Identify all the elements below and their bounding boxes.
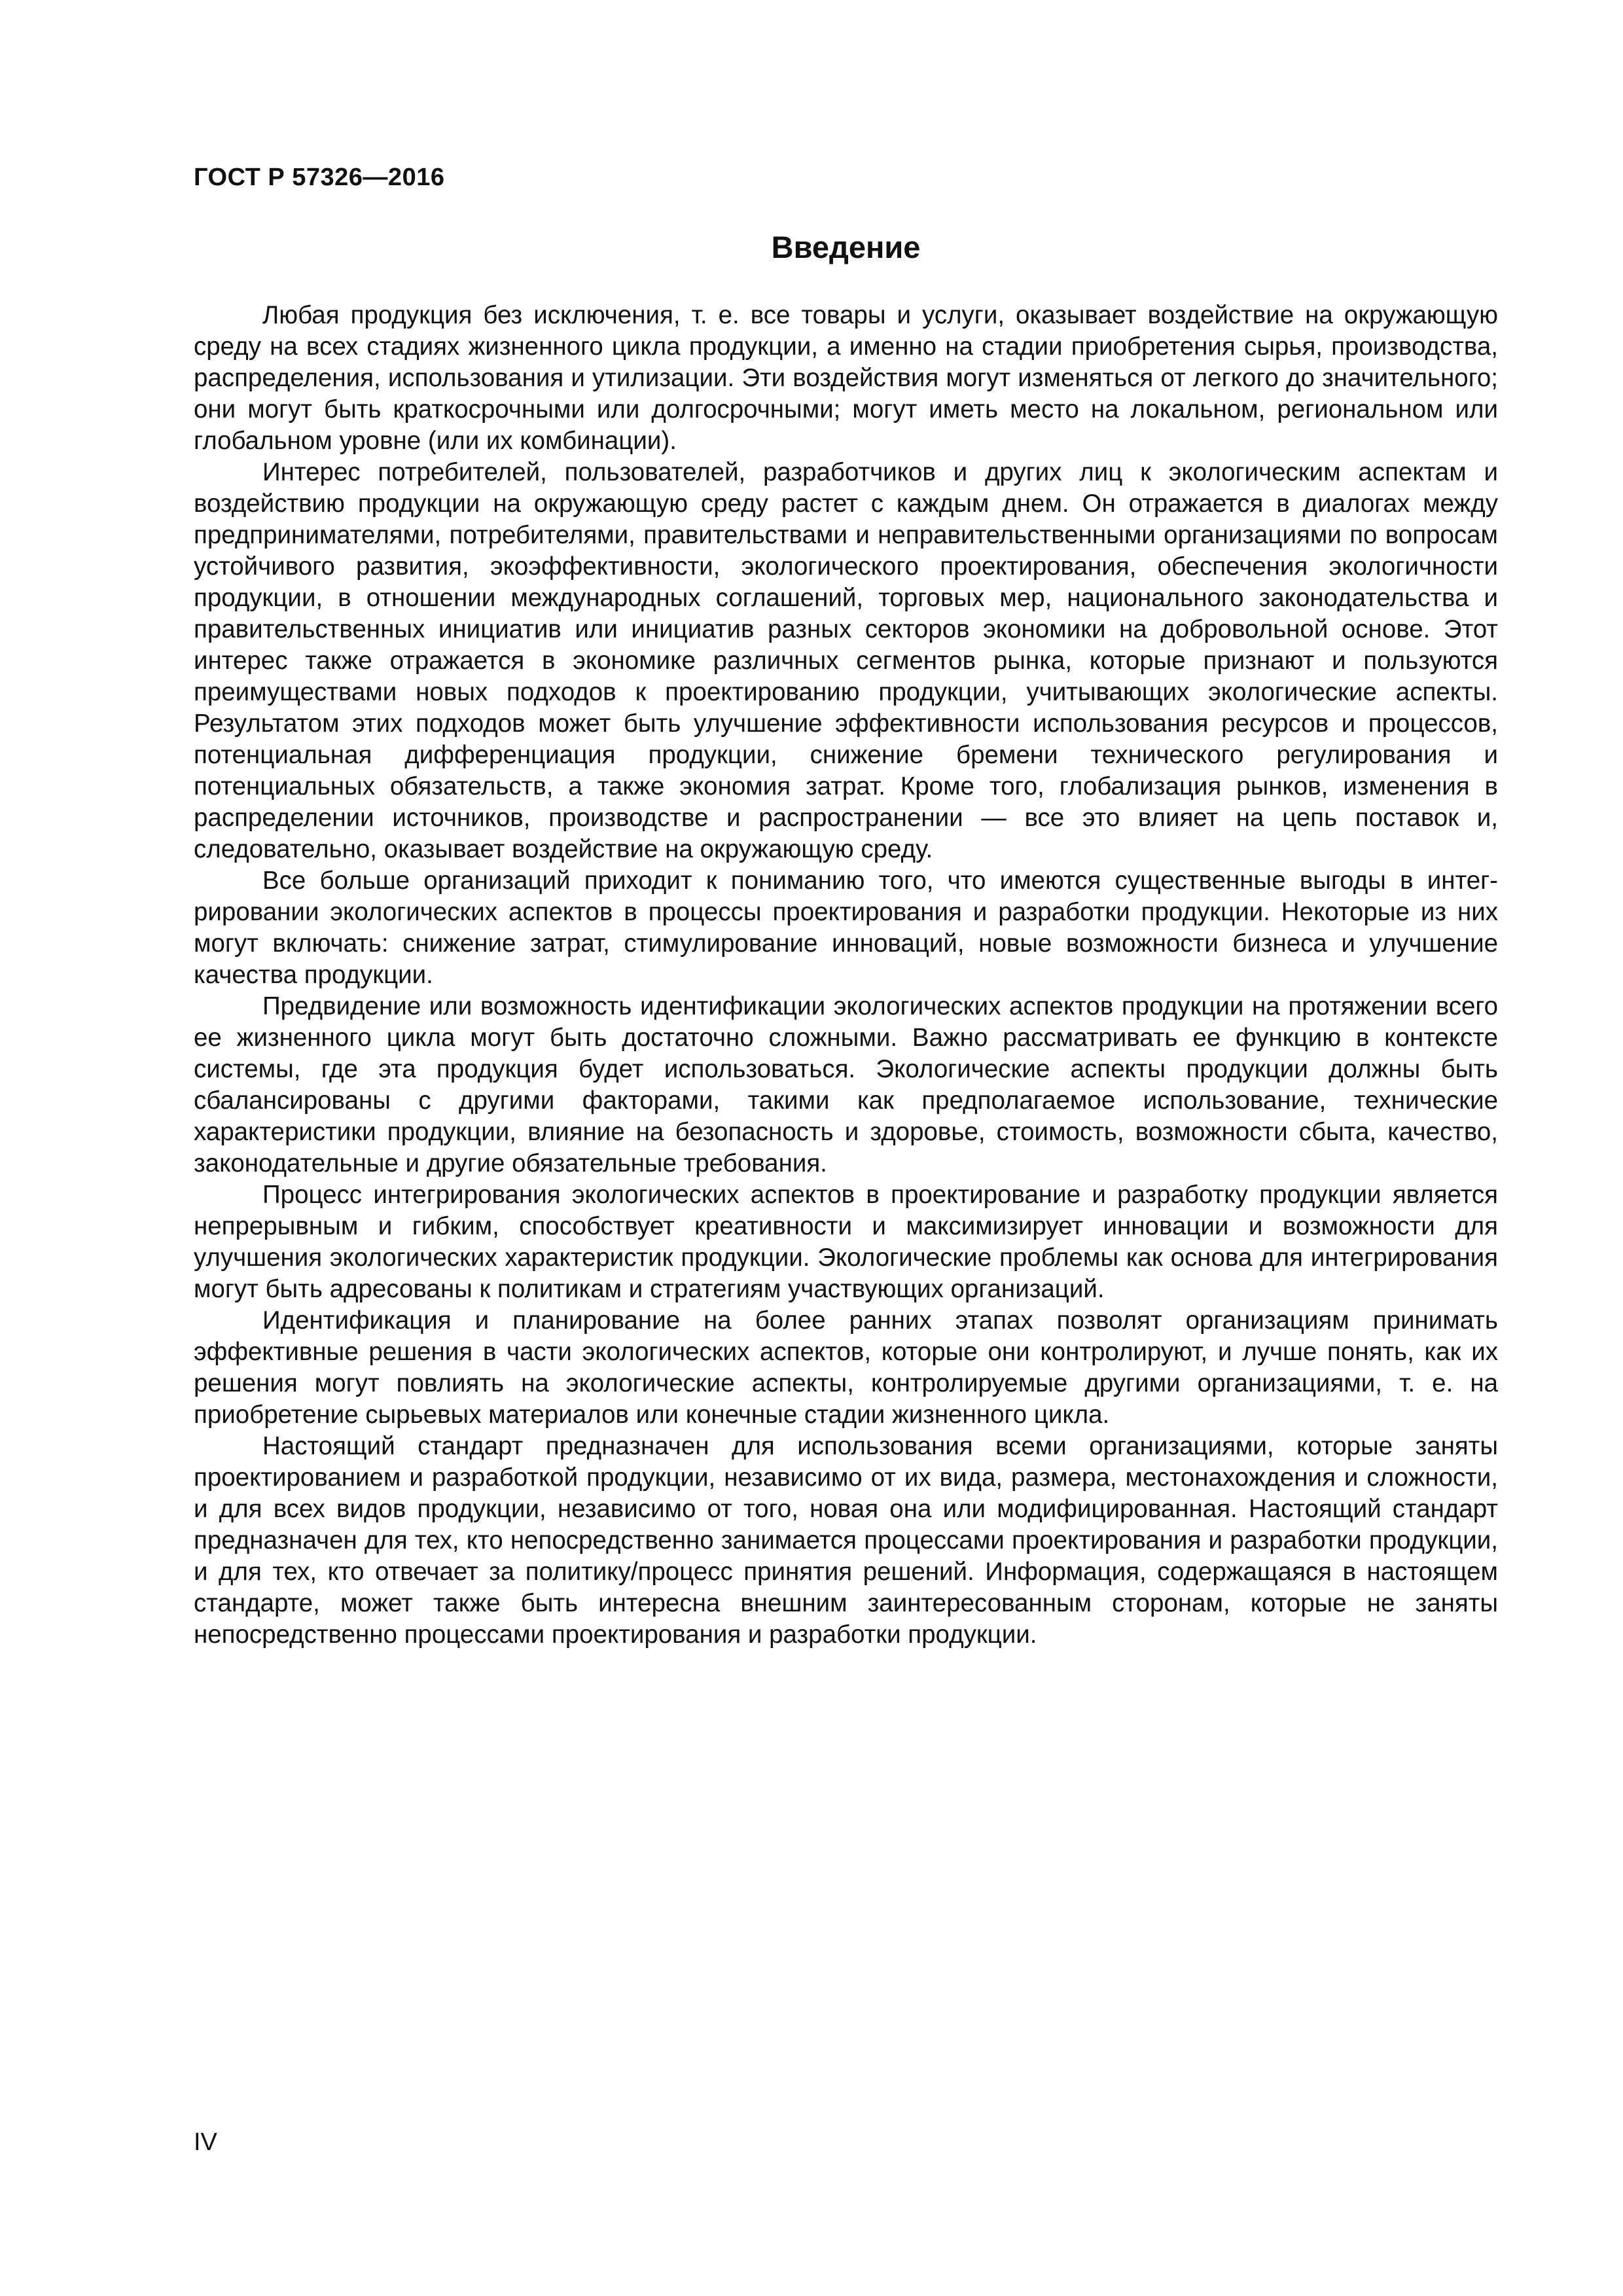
paragraph-5: Процесс интегрирования экологических аспектов в проектирование и разработку продукции является непрерывным и гибким, способствует креативности и максимизирует инновации и возможности для улучшения экологических характеристик продукции. Экологические проблемы как основа для интегрирования могут быть адресованы к политикам и стратегиям участвующих организаций. [194,1181,1498,1303]
paragraph-1: Любая продукция без исключения, т. е. все товары и услуги, оказывает воздействие на окружающую среду на всех стадиях жизненного цикла продукции, а именно на стадии приобретения сырья, производства, распределения, использования и утилизации. Эти воздействия могут изменяться от легкого до значительного; они могут быть краткосрочными или долгосрочными; могут иметь место на локальном, региональном или глобальном уровне (или их комбинации). [194,301,1498,455]
page-number: IV [194,2128,217,2156]
section-title: Введение [771,230,921,264]
paragraph-7: Настоящий стандарт предназначен для использования всеми организациями, которые заняты проектированием и разработкой продукции, независимо от их вида, размера, местонахождения и сложности, и для всех видов продукции, независимо от того, новая она или модифицированная. Настоящий стандарт предназначен для тех, кто непосредственно занимается процессами проектирования и разработки продукции, и для тех, кто отвечает за политику/процесс принятия решений. Информация, содержащаяся в настоящем стандарте, может также быть интересна внешним заинтересованным сторонам, которые не заняты непосредственно процессами проектирования и разработки продукции. [194,1432,1498,1649]
paragraph-6: Идентификация и планирование на более ранних этапах позволят организациям принимать эффективные решения в части экологических аспектов, которые они контролируют, и лучше понять, как их решения могут повлиять на экологические аспекты, контролируемые другими организациями, т. е. на приобретение сырьевых материалов или конечные стадии жизненного цикла. [194,1306,1498,1429]
paragraph-2: Интерес потребителей, пользователей, разработчиков и других лиц к экологическим аспектам и воздействию продукции на окружающую среду растет с каждым днем. Он отражается в диалогах между предпринимателями, потребителями, правительствами и неправительственными организациями по вопросам устойчивого развития, экоэффективности, экологического проектирования, обеспечения экологичности продукции, в отношении международных соглашений, торговых мер, национального законодательства и правительственных инициатив или инициатив разных секторов экономики на добровольной основе. Этот интерес также отражается в экономике различных сегментов рынка, которые признают и пользуются преимуществами новых подходов к проектированию продукции, учитывающих экологические аспекты. Результатом этих подходов может быть улучшение эффективности использования ресурсов и процессов, потенциальная дифференциация продукции, снижение бремени технического регулирования и потенциальных обязательств, а также экономия затрат. Кроме того, глобализация рынков, изменения в распределении источников, производстве и распространении — все это влияет на цепь поставок и, следовательно, оказывает воздействие на окружающую среду. [194,458,1498,863]
body-text [194,300,1498,1651]
paragraph-4: Предвидение или возможность идентификации экологических аспектов продукции на протяжении всего ее жизненного цикла могут быть достаточно сложными. Важно рассматривать ее функцию в контексте системы, где эта продукция будет использоваться. Экологические аспекты продукции должны быть сбалансированы с другими факторами, такими как предполагаемое использование, технические характеристики продукции, влияние на безопасность и здоровье, стоимость, возможности сбыта, качество, законодательные и другие обязательные требования. [194,992,1498,1177]
document-code: ГОСТ Р 57326—2016 [194,164,445,191]
paragraph-3: Все больше организаций приходит к пониманию того, что имеются существенные выгоды в интегрировании экологических аспектов в процессы проектирования и разработки продукции. Некоторые из них могут включать: снижение затрат, стимулирование инноваций, новые возможности бизнеса и улучшение качества продукции. [194,867,1498,989]
